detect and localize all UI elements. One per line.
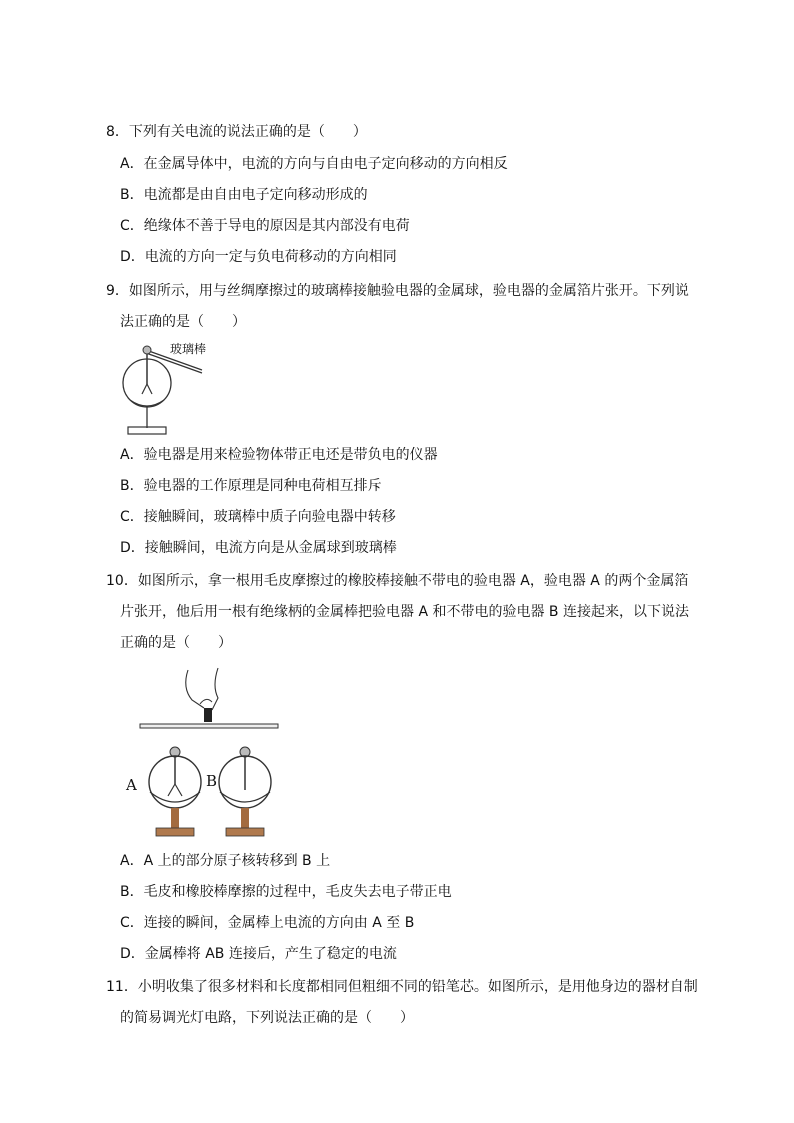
q9-option-d: D．接触瞬间，电流方向是从金属球到玻璃棒 — [120, 540, 397, 556]
q9-stem-line2: 法正确的是（ ） — [120, 314, 246, 330]
q9-option-a: A．验电器是用来检验物体带正电还是带负电的仪器 — [120, 447, 438, 463]
q11-stem-line2: 的简易调光灯电路，下列说法正确的是（ ） — [120, 1010, 414, 1026]
q10-option-b: B．毛皮和橡胶棒摩擦的过程中，毛皮失去电子带正电 — [120, 884, 452, 900]
q10-option-a: A．A 上的部分原子核转移到 B 上 — [120, 853, 331, 869]
two-electroscopes-illustration — [120, 660, 285, 842]
q9-option-c: C．接触瞬间，玻璃棒中质子向验电器中转移 — [120, 509, 396, 525]
q10-option-c: C．连接的瞬间，金属棒上电流的方向由 A 至 B — [120, 915, 415, 931]
q8-stem: 8．下列有关电流的说法正确的是（ ） — [106, 124, 367, 140]
q8-option-a: A．在金属导体中，电流的方向与自由电子定向移动的方向相反 — [120, 156, 508, 172]
q9-electroscope-figure — [120, 338, 220, 438]
q8-option-c: C．绝缘体不善于导电的原因是其内部没有电荷 — [120, 218, 410, 234]
q10-two-electroscopes-figure — [120, 660, 285, 842]
glass-rod-label: 玻璃棒 — [170, 342, 207, 356]
q10-stem-line2: 片张开，他后用一根有绝缘柄的金属棒把验电器 A 和不带电的验电器 B 连接起来，以下说法 — [120, 604, 689, 620]
electroscope-b-label: B — [206, 772, 218, 790]
q10-option-d: D．金属棒将 AB 连接后，产生了稳定的电流 — [120, 946, 397, 962]
q9-option-b: B．验电器的工作原理是同种电荷相互排斥 — [120, 478, 382, 494]
q8-option-b: B．电流都是由自由电子定向移动形成的 — [120, 187, 368, 203]
q10-stem-line3: 正确的是（ ） — [120, 635, 232, 651]
q8-option-d: D．电流的方向一定与负电荷移动的方向相同 — [120, 249, 397, 265]
q10-stem-line1: 10．如图所示，拿一根用毛皮摩擦过的橡胶棒接触不带电的验电器 A，验电器 A 的两个金属箔 — [106, 573, 689, 589]
q11-stem-line1: 11．小明收集了很多材料和长度都相同但粗细不同的铅笔芯。如图所示，是用他身边的器材自制 — [106, 979, 698, 995]
electroscope-a-label: A — [126, 776, 137, 794]
q9-stem-line1: 9．如图所示，用与丝绸摩擦过的玻璃棒接触验电器的金属球，验电器的金属箔片张开。下列说 — [106, 283, 689, 299]
